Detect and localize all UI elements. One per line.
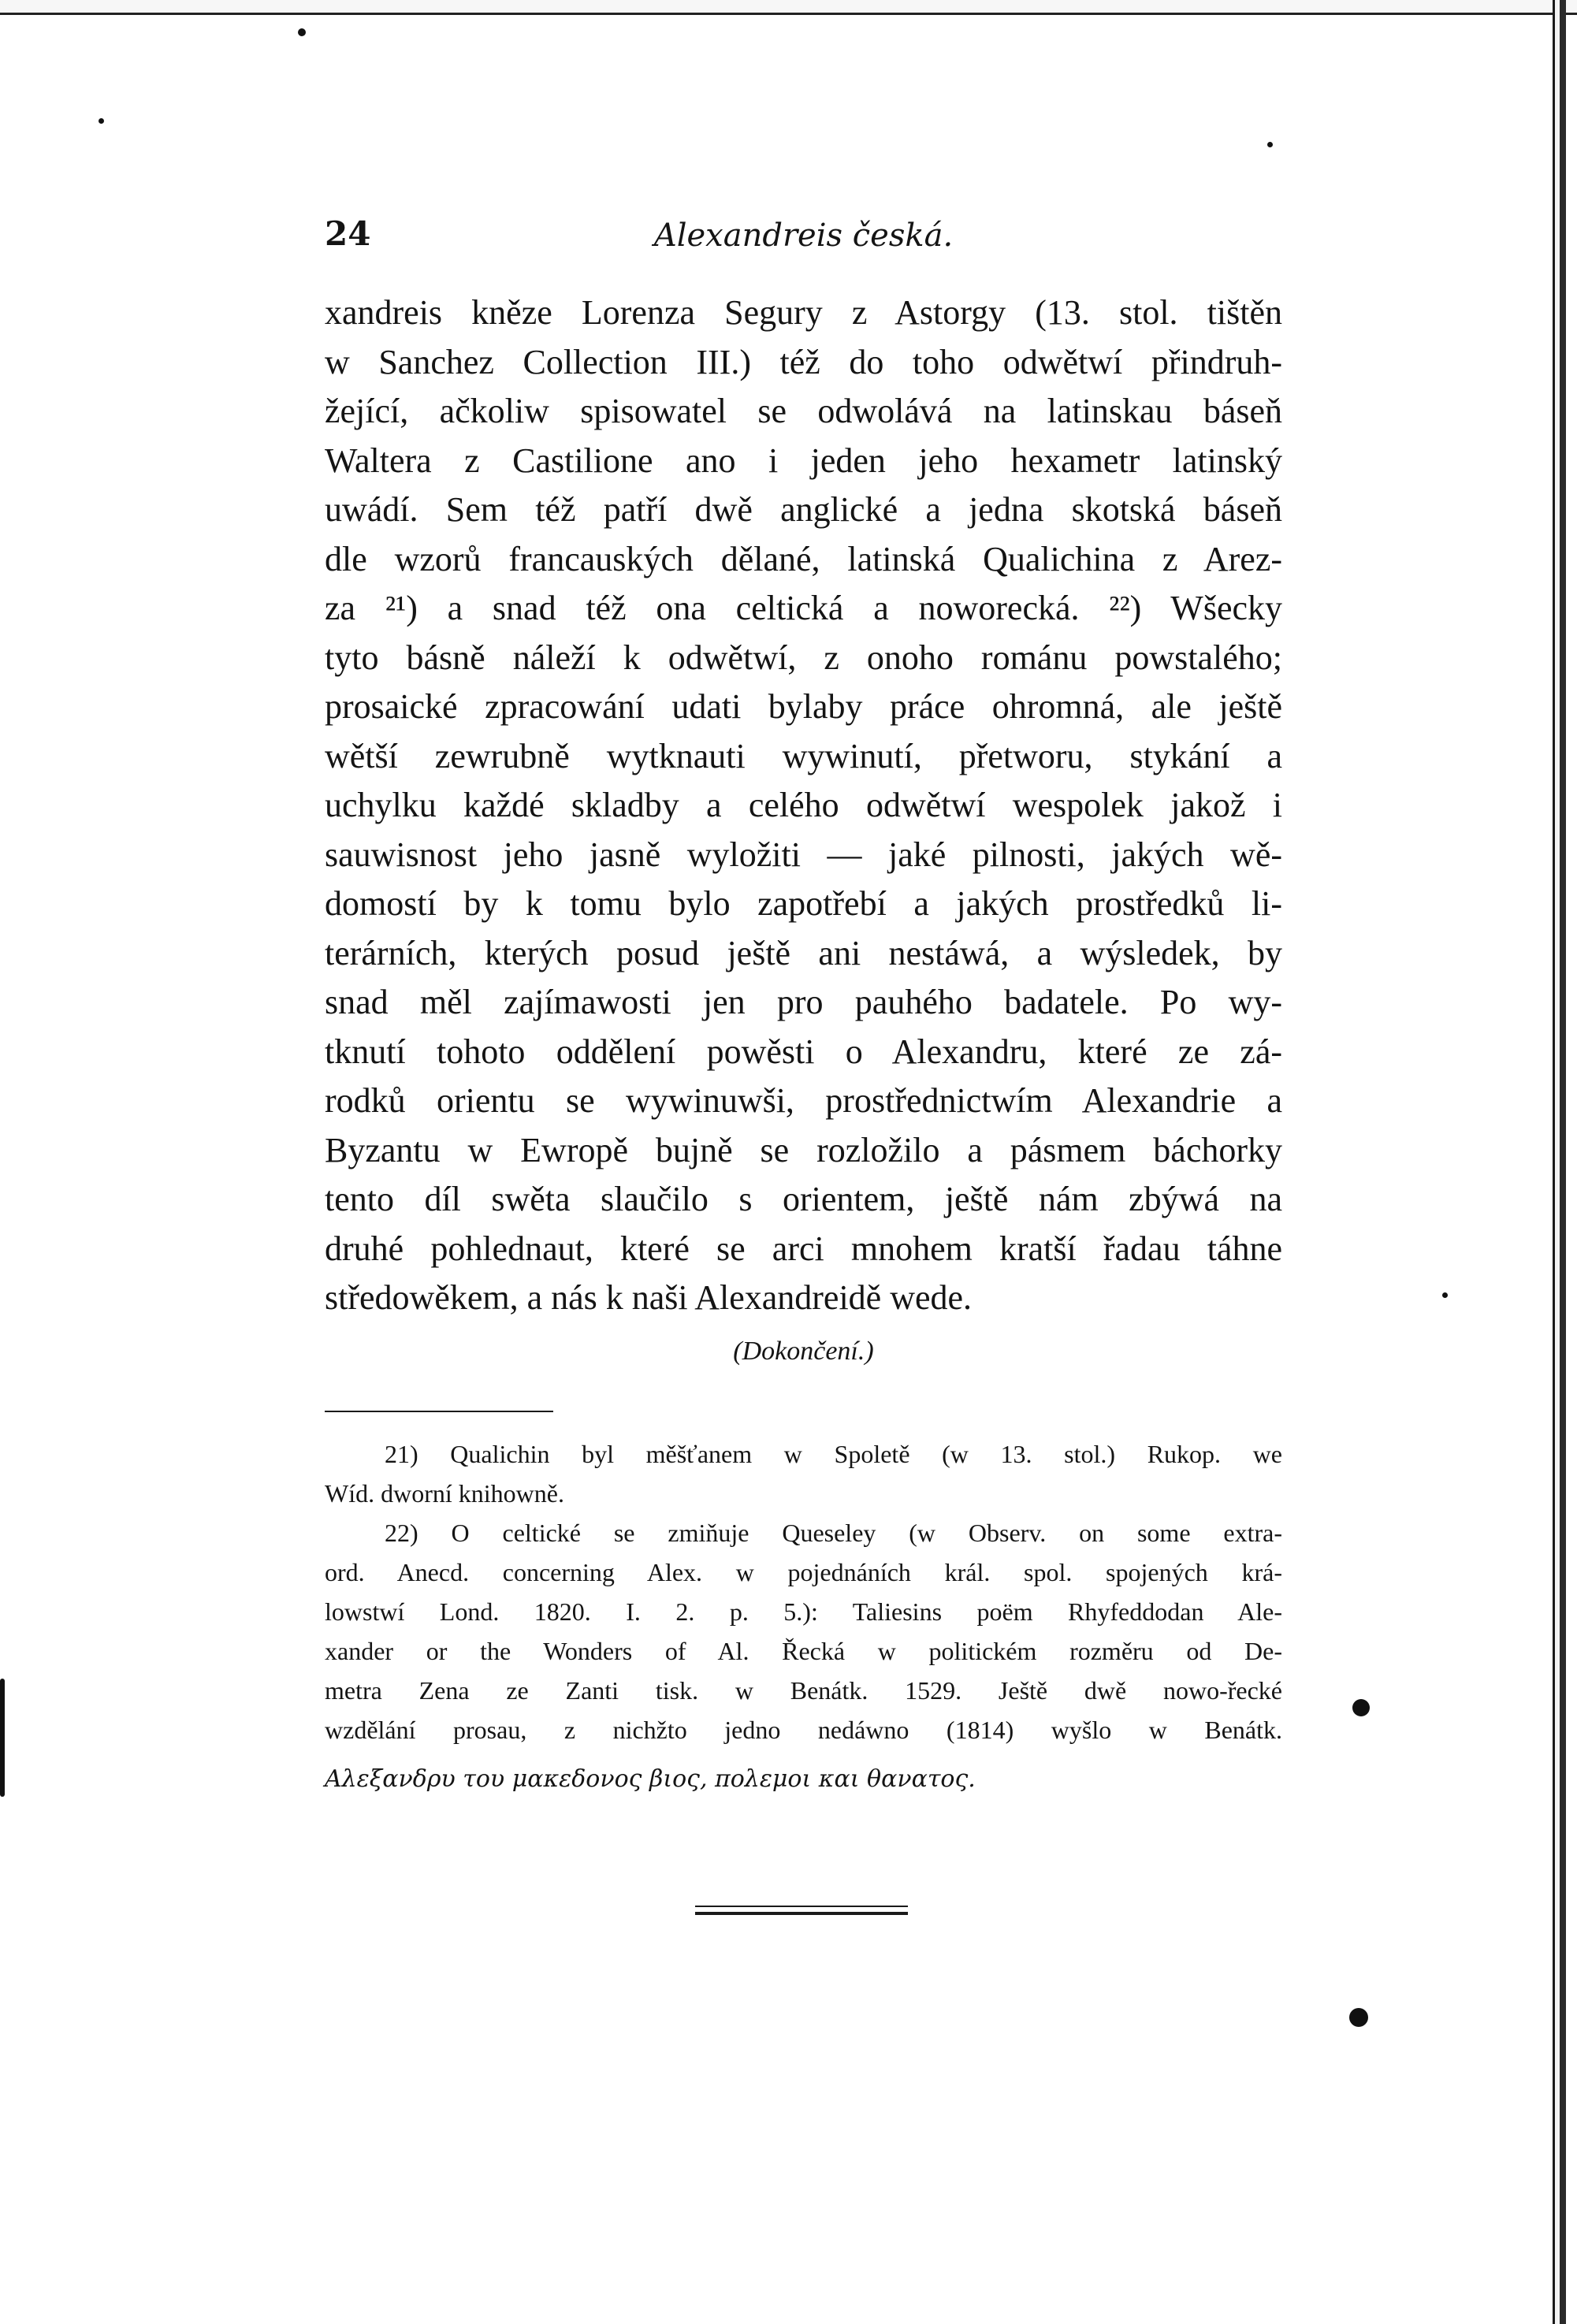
scan-speck	[1352, 1699, 1370, 1716]
footnote-22-line: metra Zena ze Zanti tisk. w Benátk. 1529. Ještě dwě nowo-řecké	[325, 1676, 1282, 1705]
body-line: tyto básně náleží k odwětwí, z onoho románu powstalého;	[325, 638, 1282, 677]
body-line: Byzantu w Ewropě bujně se rozložilo a pásmem báchorky	[325, 1130, 1282, 1169]
body-line: tknutí tohoto oddělení powěsti o Alexandru, které ze zá-	[325, 1032, 1282, 1071]
scan-speck	[99, 118, 104, 124]
footnote-22-line: wzdělání prosau, z nichžto jedno nedáwno (1814) wyšlo w Benátk.	[325, 1716, 1282, 1744]
running-title: Alexandreis česká.	[653, 218, 954, 254]
page-header	[325, 214, 1282, 262]
body-line: tento díl swěta slaučilo s orientem, ještě nám zbýwá na	[325, 1180, 1282, 1218]
body-line: žející, ačkoliw spisowatel se odwolává na latinskau báseň	[325, 392, 1282, 430]
page-number: 24	[325, 214, 371, 253]
body-line: sauwisnost jeho jasně wyložiti — jaké pilnosti, jakých wě-	[325, 835, 1282, 874]
body-line: dle wzorů francauských dělané, latinská Qualichina z Arez-	[325, 539, 1282, 578]
body-line: Waltera z Castilione ano i jeden jeho hexametr latinský	[325, 441, 1282, 480]
footnote-21-line: Wíd. dworní knihowně.	[325, 1479, 564, 1508]
end-rule-thick	[695, 1912, 908, 1915]
page-right-edge-shadow	[1560, 0, 1566, 2324]
body-line: w Sanchez Collection III.) též do toho odwětwí přindruh-	[325, 342, 1282, 381]
greek-title: Αλεξανδρυ του μακεδονος βιος, πολεμοι και θανατος.	[325, 1765, 976, 1793]
footnote-22-line: 22) O celtické se zmiňuje Queseley (w Observ. on some extra-	[385, 1519, 1282, 1547]
end-rule-thin	[695, 1906, 908, 1907]
footnote-22-line: ord. Anecd. concerning Alex. w pojednáních král. spol. spojených krá-	[325, 1558, 1282, 1586]
footnote-separator	[325, 1411, 553, 1412]
body-line: terárních, kterých posud ještě ani nestáwá, a wýsledek, by	[325, 933, 1282, 972]
footnote-22-line: xander or the Wonders of Al. Řecká w politickém rozměru od De-	[325, 1637, 1282, 1665]
body-line: druhé pohlednaut, které se arci mnohem kratší řadau táhne	[325, 1229, 1282, 1268]
scan-speck	[1442, 1292, 1448, 1298]
body-line: uwádí. Sem též patří dwě anglické a jedna skotská báseň	[325, 490, 1282, 529]
scan-speck	[1267, 142, 1273, 147]
body-line: snad měl zajímawosti jen pro pauhého badatele. Po wy-	[325, 983, 1282, 1021]
footnote-21-line: 21) Qualichin byl měšťanem w Spoletě (w 13. stol.) Rukop. we	[385, 1440, 1282, 1468]
scan-speck	[0, 1679, 5, 1797]
body-line: rodků orientu se wywinuwši, prostřednictwím Alexandrie a	[325, 1081, 1282, 1120]
body-line: středowěkem, a nás k naši Alexandreidě wede.	[325, 1278, 973, 1317]
body-text	[325, 288, 1282, 1323]
footnotes	[325, 1434, 1282, 1750]
body-line: xandreis kněze Lorenza Segury z Astorgy (13. stol. tištěn	[325, 293, 1282, 332]
body-line: prosaické zpracowání udati bylaby práce ohromná, ale ještě	[325, 687, 1282, 726]
body-line: uchylku každé skladby a celého odwětwí wespolek jakož i	[325, 786, 1282, 824]
footnote-22-line: lowstwí Lond. 1820. I. 2. p. 5.): Taliesins poëm Rhyfeddodan Ale-	[325, 1597, 1282, 1626]
body-line: domostí by k tomu bylo zapotřebí a jakých prostředků li-	[325, 884, 1282, 923]
body-line: za ²¹) a snad též ona celtická a noworecká. ²²) Wšecky	[325, 589, 1282, 627]
body-line: wětší zewrubně wytknauti wywinutí, přetworu, stykání a	[325, 736, 1282, 775]
continuation-note: (Dokončení.)	[733, 1337, 874, 1366]
page-top-edge	[0, 0, 1577, 15]
scan-speck	[298, 28, 306, 36]
page-right-edge	[1553, 0, 1566, 2324]
scan-speck	[1349, 2008, 1368, 2027]
